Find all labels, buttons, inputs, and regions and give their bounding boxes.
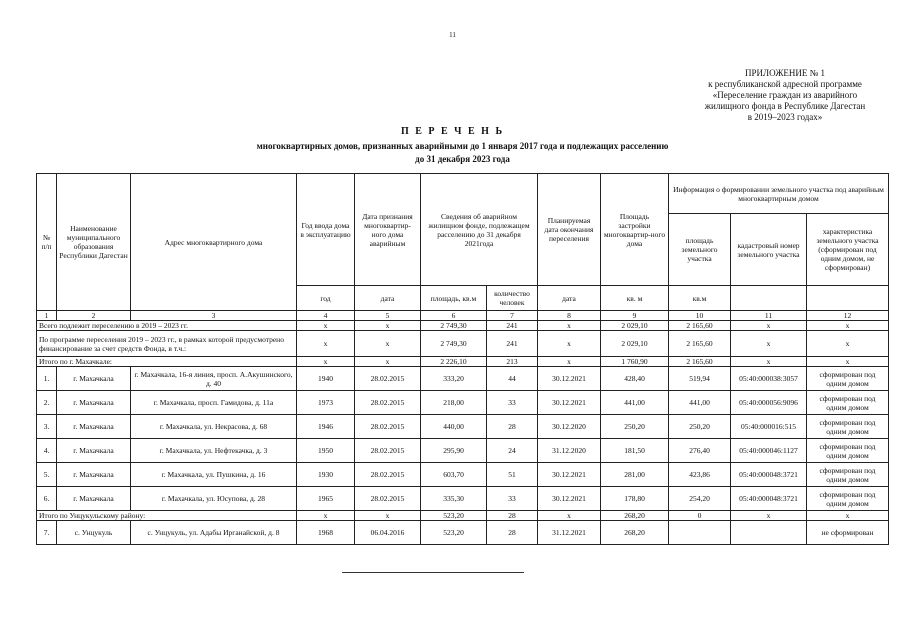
subtotal-untsukul-row-cell: 28 bbox=[487, 511, 538, 521]
unit-people: количество человек bbox=[487, 286, 538, 311]
annex-line-4: жилищного фонда в Республике Дагестан bbox=[704, 101, 866, 111]
row-built-area: 268,20 bbox=[601, 521, 669, 545]
unit-sqm: кв. м bbox=[601, 286, 669, 311]
row-address: г. Махачкала, ул. Юсупова, д. 28 bbox=[131, 487, 297, 511]
subtotal-untsukul-row-label: Итого по Унцукульскому району: bbox=[37, 511, 297, 521]
summary-fund-row-cell: x bbox=[807, 331, 889, 357]
row-plan-date: 30.12.2021 bbox=[538, 391, 601, 415]
row-land-char: сформирован под одним домом bbox=[807, 463, 889, 487]
row-people: 44 bbox=[487, 367, 538, 391]
subtotal-untsukul-row bbox=[37, 511, 889, 521]
unit-date-plan: дата bbox=[538, 286, 601, 311]
row-municipality: г. Махачкала bbox=[57, 391, 131, 415]
summary-fund-row-cell: 2 749,30 bbox=[421, 331, 487, 357]
row-built-area: 178,80 bbox=[601, 487, 669, 511]
annex-line-3: «Переселение граждан из аварийного bbox=[712, 90, 858, 100]
subtotal-makhachkala-row-cell: 2 226,10 bbox=[421, 357, 487, 367]
header-built-area: Площадь застройки многоквартир-ного дома bbox=[601, 174, 669, 286]
column-number: 4 bbox=[297, 311, 355, 321]
annex-line-1: ПРИЛОЖЕНИЕ № 1 bbox=[744, 68, 826, 78]
row-land-char: сформирован под одним домом bbox=[807, 439, 889, 463]
column-number: 3 bbox=[131, 311, 297, 321]
subtotal-untsukul-row-cell: x bbox=[355, 511, 421, 521]
row-people: 33 bbox=[487, 487, 538, 511]
column-number: 10 bbox=[669, 311, 731, 321]
row-number: 5. bbox=[37, 463, 57, 487]
header-year: Год ввода дома в эксплуатацию bbox=[297, 174, 355, 286]
row-built-area: 250,20 bbox=[601, 415, 669, 439]
row-address: с. Унцукуль, ул. Адабы Ирганайской, д. 8 bbox=[131, 521, 297, 545]
row-municipality: г. Махачкала bbox=[57, 487, 131, 511]
subtotal-makhachkala-row-cell: x bbox=[538, 357, 601, 367]
row-address: г. Махачкала, просп. Гамидова, д. 11а bbox=[131, 391, 297, 415]
subtotal-untsukul-row-cell: 0 bbox=[669, 511, 731, 521]
row-year: 1965 bbox=[297, 487, 355, 511]
summary-fund-row bbox=[37, 331, 889, 357]
summary-fund-row-label: По программе переселения 2019 – 2023 гг., в рамках которой предусмотрено финансирование за счет средств Фонда, в т.ч.: bbox=[37, 331, 297, 357]
row-municipality: г. Махачкала bbox=[57, 463, 131, 487]
subtotal-makhachkala-row-label: Итого по г. Махачкале: bbox=[37, 357, 297, 367]
row-plan-date: 30.12.2021 bbox=[538, 367, 601, 391]
row-date-avar: 28.02.2015 bbox=[355, 415, 421, 439]
header-num: № п/п bbox=[37, 174, 57, 311]
table-row bbox=[37, 439, 889, 463]
footer-rule bbox=[342, 572, 524, 573]
row-municipality: с. Унцукуль bbox=[57, 521, 131, 545]
subtotal-untsukul-row-cell: x bbox=[297, 511, 355, 521]
row-plan-date: 31.12.2020 bbox=[538, 439, 601, 463]
header-municipality: Наименование муниципального образования Республики Дагестан bbox=[57, 174, 131, 311]
row-land-char: не сформирован bbox=[807, 521, 889, 545]
column-number: 8 bbox=[538, 311, 601, 321]
header-fund-info: Сведения об аварийном жилищном фонде, подлежащем расселению до 31 декабря 2021года bbox=[421, 174, 538, 286]
summary-fund-row-cell: x bbox=[355, 331, 421, 357]
table-row bbox=[37, 367, 889, 391]
row-land-area: 441,00 bbox=[669, 391, 731, 415]
row-cad-num: 05:40:000056:9096 bbox=[731, 391, 807, 415]
header-cad-num: кадастровый номер земельного участка bbox=[731, 214, 807, 286]
summary-total-row-cell: x bbox=[731, 321, 807, 331]
row-year: 1946 bbox=[297, 415, 355, 439]
table-row bbox=[37, 463, 889, 487]
header-land-char: характеристика земельного участка (сформирован под одним домом, не сформирован) bbox=[807, 214, 889, 286]
header-row-1 bbox=[37, 174, 889, 214]
row-land-area: 254,20 bbox=[669, 487, 731, 511]
subtitle-line-1: многоквартирных домов, признанных аварийными до 1 января 2017 года и подлежащих расселению bbox=[256, 141, 669, 151]
row-year: 1940 bbox=[297, 367, 355, 391]
row-plan-date: 30.12.2021 bbox=[538, 487, 601, 511]
housing-table bbox=[36, 173, 889, 545]
subtotal-untsukul-row-cell: 523,20 bbox=[421, 511, 487, 521]
unit-empty-char bbox=[807, 286, 889, 311]
subtitle-line-2: до 31 декабря 2023 года bbox=[415, 154, 510, 164]
row-municipality: г. Махачкала bbox=[57, 367, 131, 391]
summary-fund-row-cell: 2 165,60 bbox=[669, 331, 731, 357]
summary-total-row-cell: 241 bbox=[487, 321, 538, 331]
document-subtitle bbox=[190, 140, 735, 166]
unit-date: дата bbox=[355, 286, 421, 311]
table-row bbox=[37, 521, 889, 545]
column-number: 5 bbox=[355, 311, 421, 321]
unit-area: площадь, кв.м bbox=[421, 286, 487, 311]
header-date-avar: Дата признания многоквартир-ного дома аварийным bbox=[355, 174, 421, 286]
row-built-area: 428,40 bbox=[601, 367, 669, 391]
row-land-area: 276,40 bbox=[669, 439, 731, 463]
annex-line-2: к республиканской адресной программе bbox=[708, 79, 862, 89]
summary-total-row bbox=[37, 321, 889, 331]
row-cad-num: 05:40:000046:1127 bbox=[731, 439, 807, 463]
summary-total-row-cell: x bbox=[538, 321, 601, 331]
row-area: 523,20 bbox=[421, 521, 487, 545]
subtotal-makhachkala-row bbox=[37, 357, 889, 367]
row-plan-date: 31.12.2021 bbox=[538, 521, 601, 545]
column-number: 9 bbox=[601, 311, 669, 321]
row-people: 28 bbox=[487, 415, 538, 439]
row-people: 51 bbox=[487, 463, 538, 487]
row-cad-num: 05:40:000016:515 bbox=[731, 415, 807, 439]
header-address: Адрес многоквартирного дома bbox=[131, 174, 297, 311]
row-municipality: г. Махачкала bbox=[57, 415, 131, 439]
document-title: П Е Р Е Ч Е Н Ь bbox=[400, 126, 505, 137]
column-numbers-row bbox=[37, 311, 889, 321]
row-number: 2. bbox=[37, 391, 57, 415]
subtotal-makhachkala-row-cell: x bbox=[355, 357, 421, 367]
row-address: г. Махачкала, ул. Некрасова, д. 68 bbox=[131, 415, 297, 439]
header-land-area: площадь земельного участка bbox=[669, 214, 731, 286]
table-row bbox=[37, 415, 889, 439]
summary-total-row-cell: x bbox=[807, 321, 889, 331]
row-area: 295,90 bbox=[421, 439, 487, 463]
row-date-avar: 28.02.2015 bbox=[355, 439, 421, 463]
row-land-char: сформирован под одним домом bbox=[807, 367, 889, 391]
row-date-avar: 28.02.2015 bbox=[355, 391, 421, 415]
summary-fund-row-cell: x bbox=[538, 331, 601, 357]
column-number: 2 bbox=[57, 311, 131, 321]
row-year: 1950 bbox=[297, 439, 355, 463]
row-date-avar: 28.02.2015 bbox=[355, 367, 421, 391]
table-row bbox=[37, 487, 889, 511]
row-area: 218,00 bbox=[421, 391, 487, 415]
header-land-info: Информация о формировании земельного участка под аварийным многоквартирным домом bbox=[669, 174, 889, 214]
annex-block bbox=[660, 68, 905, 123]
subtotal-makhachkala-row-cell: x bbox=[731, 357, 807, 367]
summary-total-row-cell: x bbox=[297, 321, 355, 331]
summary-total-row-label: Всего подлежит переселению в 2019 – 2023 гг. bbox=[37, 321, 297, 331]
row-number: 3. bbox=[37, 415, 57, 439]
subtotal-makhachkala-row-cell: 1 760,90 bbox=[601, 357, 669, 367]
row-built-area: 441,00 bbox=[601, 391, 669, 415]
row-cad-num: 05:40:000048:3721 bbox=[731, 463, 807, 487]
annex-line-5: в 2019–2023 годах» bbox=[747, 112, 823, 122]
row-built-area: 181,50 bbox=[601, 439, 669, 463]
summary-fund-row-cell: 2 029,10 bbox=[601, 331, 669, 357]
column-number: 11 bbox=[731, 311, 807, 321]
unit-year: год bbox=[297, 286, 355, 311]
row-area: 335,30 bbox=[421, 487, 487, 511]
row-plan-date: 30.12.2021 bbox=[538, 463, 601, 487]
row-land-area: 519,94 bbox=[669, 367, 731, 391]
row-address: г. Махачкала, ул. Пушкина, д. 16 bbox=[131, 463, 297, 487]
table-row bbox=[37, 391, 889, 415]
row-number: 4. bbox=[37, 439, 57, 463]
header-plan-date: Планируемая дата окончания переселения bbox=[538, 174, 601, 286]
row-address: г. Махачкала, ул. Нефтекачка, д. 3 bbox=[131, 439, 297, 463]
row-municipality: г. Махачкала bbox=[57, 439, 131, 463]
column-number: 1 bbox=[37, 311, 57, 321]
row-land-char: сформирован под одним домом bbox=[807, 415, 889, 439]
column-number: 7 bbox=[487, 311, 538, 321]
subtotal-untsukul-row-cell: x bbox=[731, 511, 807, 521]
row-area: 603,70 bbox=[421, 463, 487, 487]
row-land-char: сформирован под одним домом bbox=[807, 487, 889, 511]
row-number: 1. bbox=[37, 367, 57, 391]
row-people: 28 bbox=[487, 521, 538, 545]
row-land-area bbox=[669, 521, 731, 545]
row-cad-num: 05:40:000038:3057 bbox=[731, 367, 807, 391]
column-number: 12 bbox=[807, 311, 889, 321]
column-number: 6 bbox=[421, 311, 487, 321]
unit-empty-cad bbox=[731, 286, 807, 311]
row-number: 7. bbox=[37, 521, 57, 545]
row-date-avar: 06.04.2016 bbox=[355, 521, 421, 545]
summary-total-row-cell: 2 165,60 bbox=[669, 321, 731, 331]
subtotal-untsukul-row-cell: 268,20 bbox=[601, 511, 669, 521]
row-area: 440,00 bbox=[421, 415, 487, 439]
subtotal-makhachkala-row-cell: 2 165,60 bbox=[669, 357, 731, 367]
subtotal-makhachkala-row-cell: 213 bbox=[487, 357, 538, 367]
subtotal-makhachkala-row-cell: x bbox=[297, 357, 355, 367]
summary-fund-row-cell: x bbox=[297, 331, 355, 357]
summary-fund-row-cell: 241 bbox=[487, 331, 538, 357]
summary-total-row-cell: x bbox=[355, 321, 421, 331]
row-year: 1973 bbox=[297, 391, 355, 415]
subtotal-untsukul-row-cell: x bbox=[538, 511, 601, 521]
row-plan-date: 30.12.2020 bbox=[538, 415, 601, 439]
row-land-char: сформирован под одним домом bbox=[807, 391, 889, 415]
row-year: 1930 bbox=[297, 463, 355, 487]
summary-fund-row-cell: x bbox=[731, 331, 807, 357]
row-land-area: 423,86 bbox=[669, 463, 731, 487]
row-number: 6. bbox=[37, 487, 57, 511]
row-year: 1968 bbox=[297, 521, 355, 545]
row-address: г. Махачкала, 16-я линия, просп. А.Акушинского, д. 40 bbox=[131, 367, 297, 391]
subtotal-makhachkala-row-cell: x bbox=[807, 357, 889, 367]
row-land-area: 250,20 bbox=[669, 415, 731, 439]
row-cad-num: 05:40:000048:3721 bbox=[731, 487, 807, 511]
page-number: 11 bbox=[449, 31, 456, 39]
row-people: 24 bbox=[487, 439, 538, 463]
row-built-area: 281,00 bbox=[601, 463, 669, 487]
row-people: 33 bbox=[487, 391, 538, 415]
summary-total-row-cell: 2 749,30 bbox=[421, 321, 487, 331]
row-date-avar: 28.02.2015 bbox=[355, 487, 421, 511]
row-cad-num bbox=[731, 521, 807, 545]
row-date-avar: 28.02.2015 bbox=[355, 463, 421, 487]
summary-total-row-cell: 2 029,10 bbox=[601, 321, 669, 331]
unit-sqm-land: кв.м bbox=[669, 286, 731, 311]
subtotal-untsukul-row-cell: x bbox=[807, 511, 889, 521]
row-area: 333,20 bbox=[421, 367, 487, 391]
